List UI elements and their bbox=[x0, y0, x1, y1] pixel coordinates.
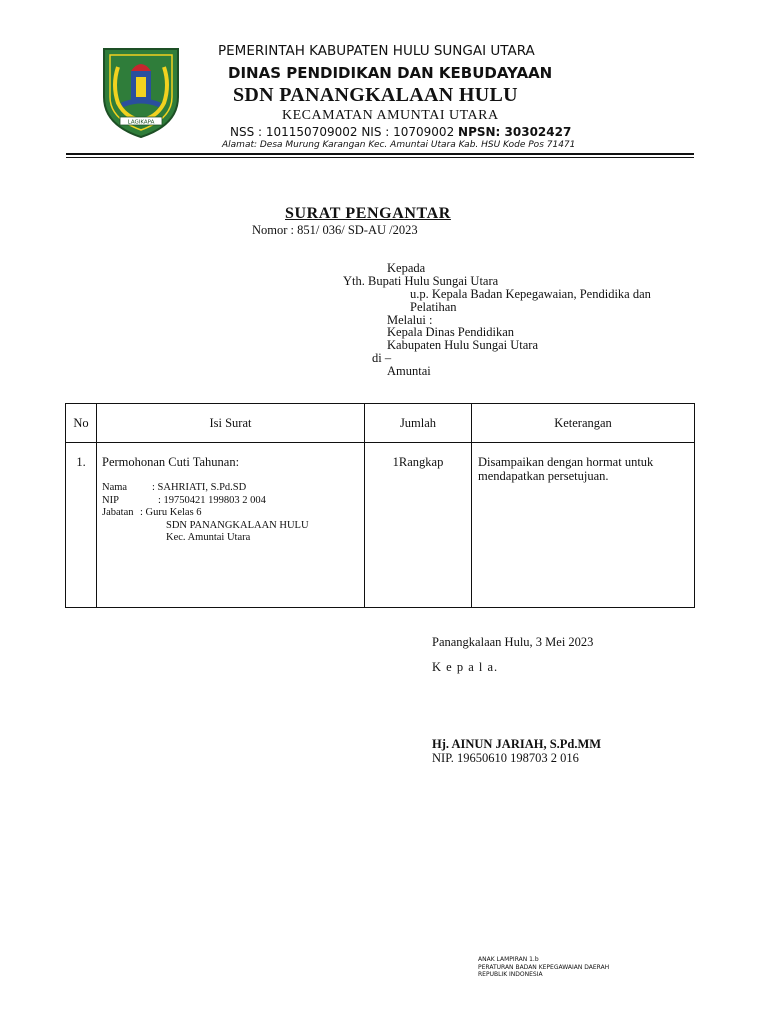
footnote-line2: PERATURAN BADAN KEPEGAWAIAN DAERAH bbox=[478, 963, 610, 971]
cell-jumlah: 1Rangkap bbox=[365, 443, 472, 608]
employee-kecamatan: Kec. Amuntai Utara bbox=[166, 532, 251, 543]
addressee-kepada: Kepada bbox=[387, 261, 426, 275]
cell-no: 1. bbox=[66, 443, 97, 608]
employee-name-row bbox=[102, 482, 359, 495]
employee-unit: SDN PANANGKALAAN HULU bbox=[166, 519, 309, 531]
kecamatan-name: KECAMATAN AMUNTAI UTARA bbox=[282, 108, 499, 123]
document-title: SURAT PENGANTAR bbox=[285, 205, 451, 222]
addressee-kab: Kabupaten Hulu Sungai Utara bbox=[387, 338, 539, 352]
addressee-kadis: Kepala Dinas Pendidikan bbox=[387, 325, 515, 339]
department-name: DINAS PENDIDIKAN DAN KEBUDAYAAN bbox=[228, 64, 553, 82]
government-name: PEMERINTAH KABUPATEN HULU SUNGAI UTARA bbox=[218, 43, 535, 59]
document-number: Nomor : 851/ 036/ SD-AU /2023 bbox=[252, 223, 418, 237]
header-jumlah: Jumlah bbox=[365, 404, 472, 443]
employee-nip-value: : 19750421 199803 2 004 bbox=[158, 494, 266, 506]
signatory-name: Hj. AINUN JARIAH, S.Pd.MM bbox=[432, 737, 602, 751]
regency-logo-icon bbox=[98, 45, 184, 140]
letterhead-rule-thick bbox=[66, 153, 694, 155]
place-date: Panangkalaan Hulu, 3 Mei 2023 bbox=[432, 635, 594, 649]
addressee-up-line1: u.p. Kepala Badan Kepegawaian, Pendidika dan bbox=[410, 287, 651, 301]
employee-name-value: : SAHRIATI, S.Pd.SD bbox=[152, 482, 247, 493]
addressee-city: Amuntai bbox=[387, 364, 431, 378]
header-no: No bbox=[66, 404, 97, 443]
footnote bbox=[478, 956, 609, 979]
footnote-line3: REPUBLIK INDONESIA bbox=[478, 971, 543, 978]
addressee-di: di – bbox=[372, 351, 392, 365]
employee-nip-row bbox=[102, 495, 359, 508]
employee-jabatan-label: Jabatan bbox=[102, 507, 134, 518]
npsn: NPSN: 30302427 bbox=[458, 125, 572, 139]
employee-jabatan-row bbox=[102, 507, 359, 520]
school-identifiers bbox=[230, 125, 571, 139]
addressee-yth: Yth. Bupati Hulu Sungai Utara bbox=[343, 274, 499, 288]
employee-name-label: Nama bbox=[102, 482, 128, 493]
signatory-position: K e p a l a. bbox=[432, 660, 499, 674]
school-address: Alamat: Desa Murung Karangan Kec. Amuntai Utara Kab. HSU Kode Pos 71471 bbox=[222, 140, 576, 150]
letterhead-rule-thin bbox=[66, 157, 694, 158]
footnote-line1: ANAK LAMPIRAN 1.b bbox=[478, 956, 539, 963]
table-header-row bbox=[66, 404, 695, 443]
employee-jabatan-value: : Guru Kelas 6 bbox=[140, 507, 202, 518]
addressee-up-line2: Pelatihan bbox=[410, 300, 457, 314]
employee-nip-label: NIP bbox=[102, 494, 119, 506]
cell-keterangan: Disampaikan dengan hormat untuk mendapatkan persetujuan. bbox=[472, 443, 695, 608]
school-name: SDN PANANGKALAAN HULU bbox=[233, 84, 518, 106]
employee-details bbox=[102, 482, 359, 545]
letter-contents-table bbox=[65, 403, 695, 608]
isi-title: Permohonan Cuti Tahunan: bbox=[102, 455, 240, 469]
header-keterangan: Keterangan bbox=[472, 404, 695, 443]
header-isi-surat: Isi Surat bbox=[97, 404, 365, 443]
signatory-nip: NIP. 19650610 198703 2 016 bbox=[432, 751, 579, 765]
nss-nis: NSS : 101150709002 NIS : 10709002 bbox=[230, 125, 455, 139]
cell-isi-surat bbox=[97, 443, 365, 608]
table-row bbox=[66, 443, 695, 608]
logo-ribbon-text: LAGIKAPA bbox=[127, 119, 155, 126]
addressee-melalui: Melalui : bbox=[387, 313, 433, 327]
